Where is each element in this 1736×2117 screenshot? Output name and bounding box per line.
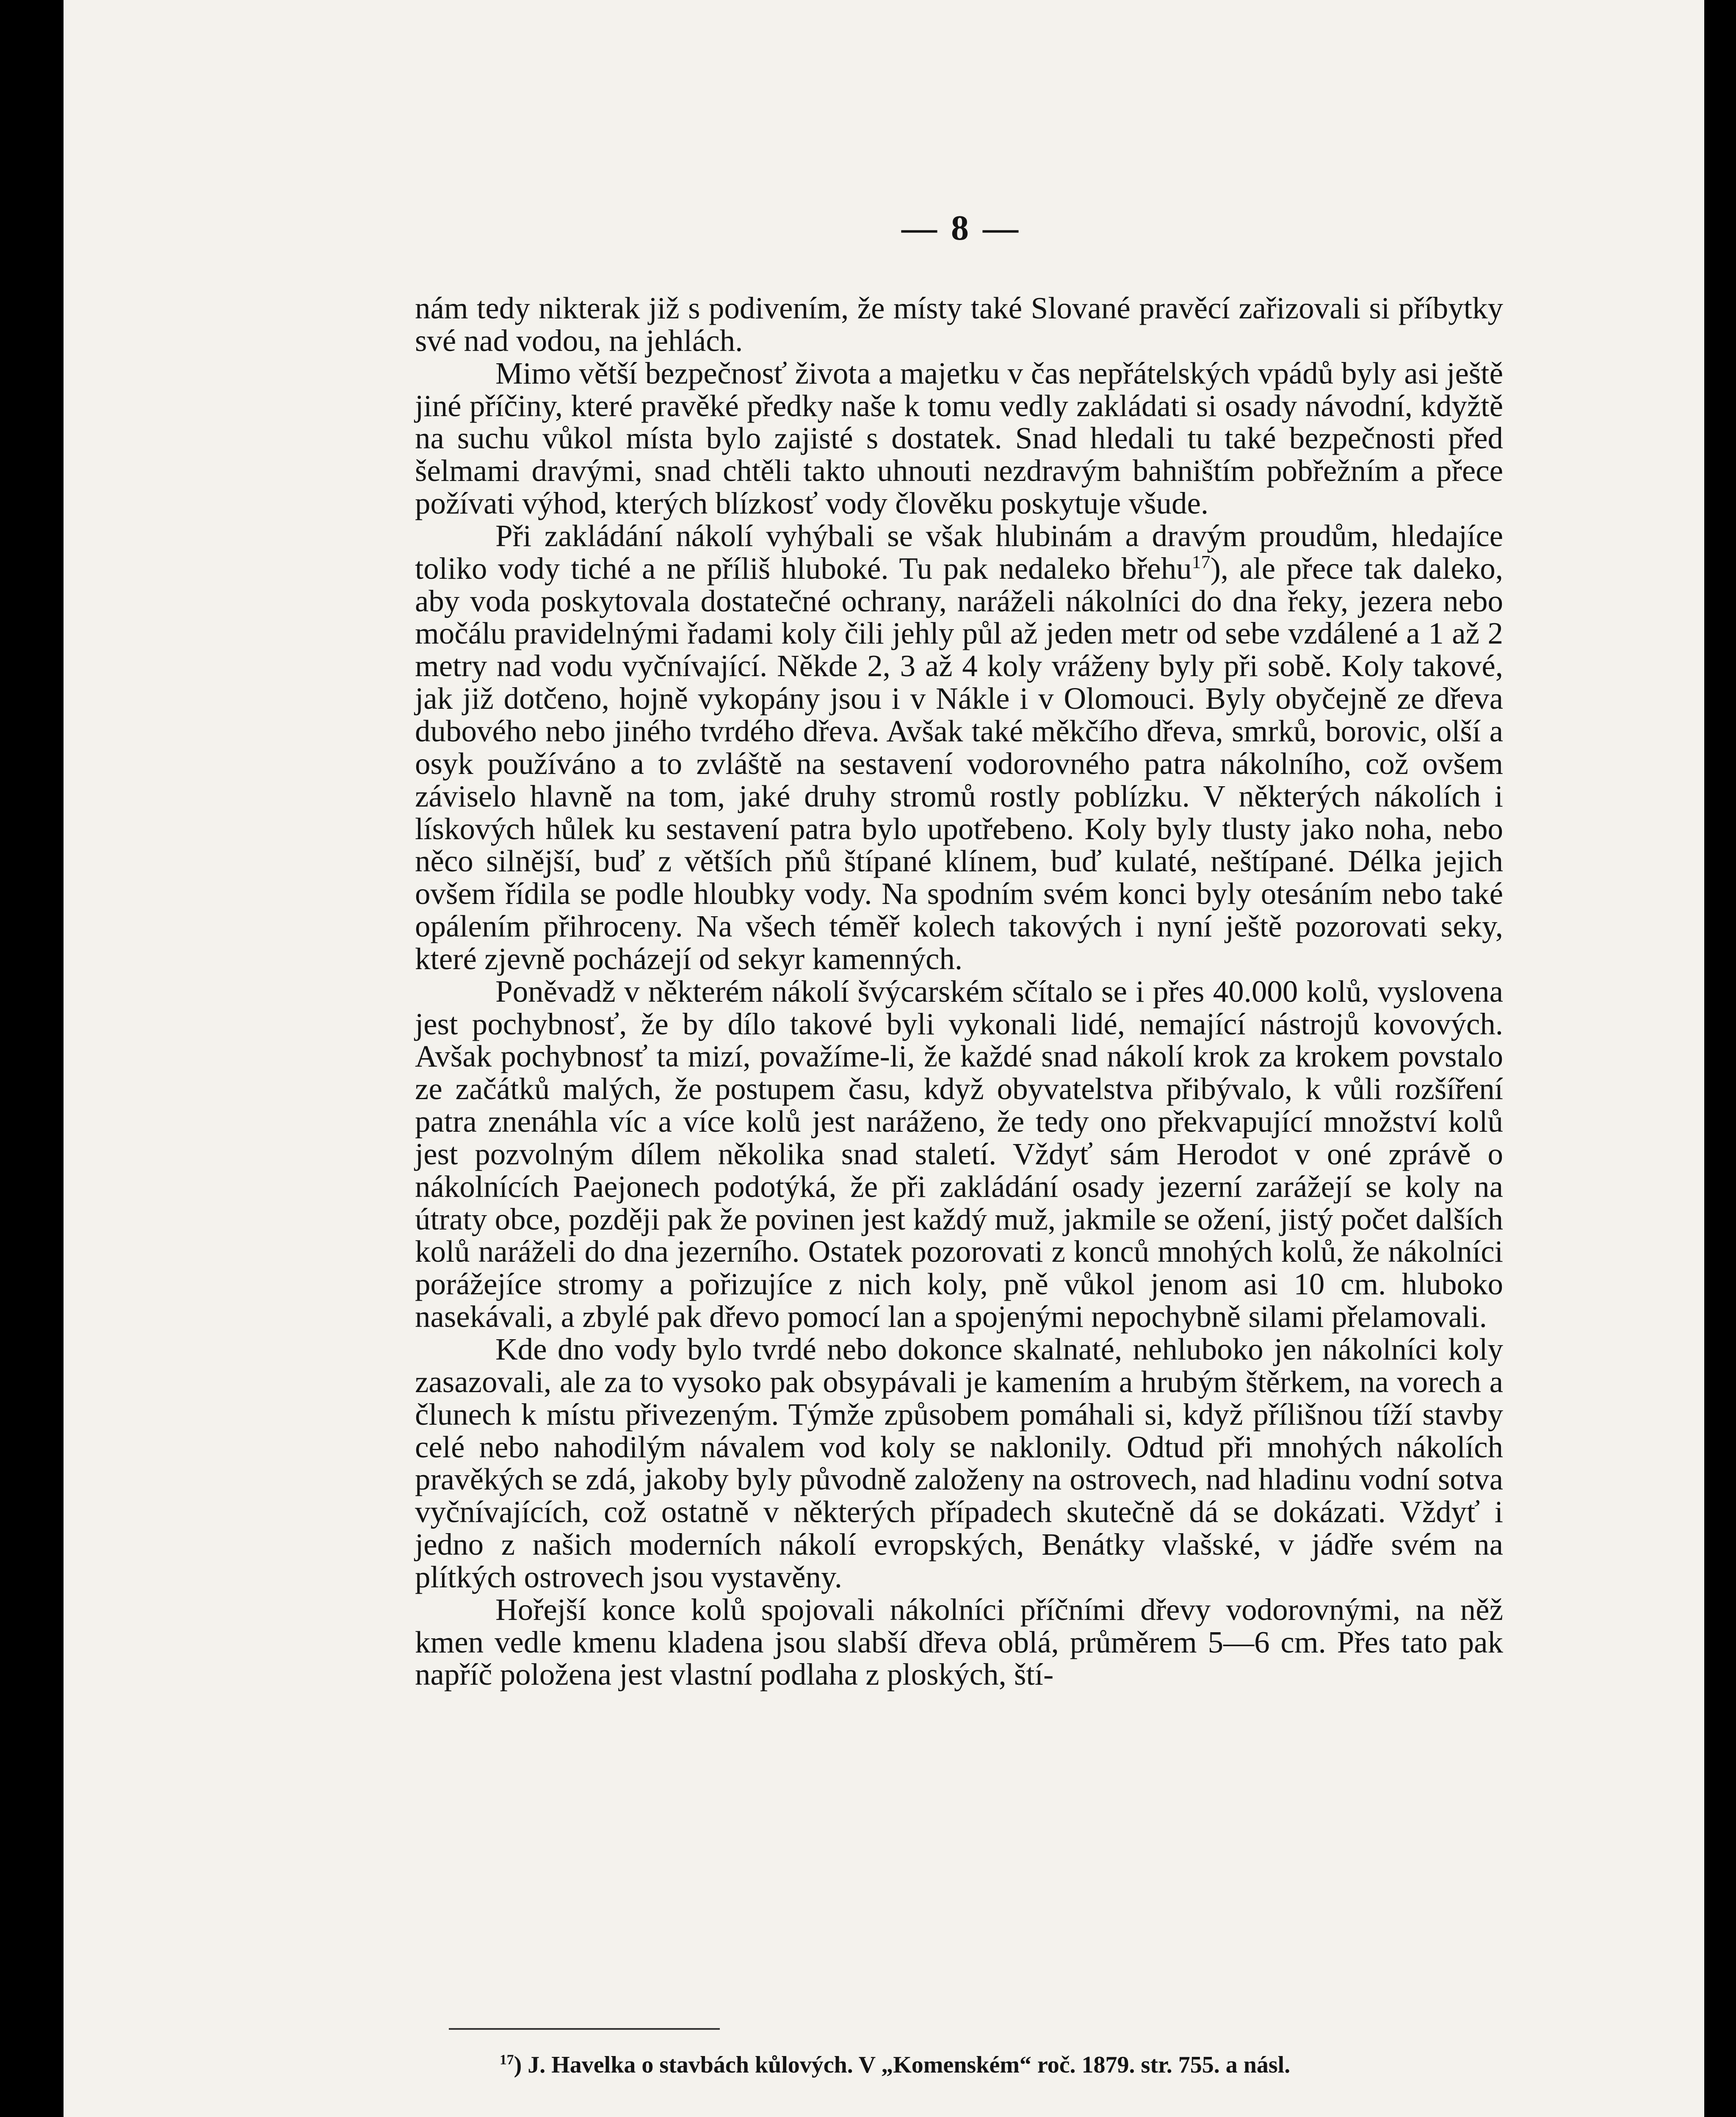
scan-edge-mark <box>0 1444 33 1462</box>
paragraph-5: Kde dno vody bylo tvrdé nebo dokonce skalnaté, nehluboko jen nákolníci koly zasazovali, ale za to vysoko pak obsypávali je kamením a hrubým štěrkem, na vorech a člunech k místu přivezeným. Týmže způsobem pomáhali si, když přílišnou tíží stavby celé nebo nahodilým návalem vod koly se naklonily. Odtud při mnohých nákolích pravěkých se zdá, jakoby byly původně založeny na ostrovech, nad hladinu vodní sotva vyčnívajících, což ostatně v některých případech skutečně dá se dokázati. Vždyť i jedno z našich moderních nákolí evropských, Benátky vlašské, v jádře svém na plítkých ostrovech jsou vystavěny. <box>415 1332 1503 1594</box>
paragraph-2: Mimo větší bezpečnosť života a majetku v čas nepřátelských vpádů byly asi ještě jiné příčiny, které pravěké předky naše k tomu vedly zakládati si osady návodní, kdyžtě na suchu vůkol místa bylo zajisté s dostatek. Snad hledali tu také bezpečnosti před šelmami dravými, snad chtěli takto uhnouti nezdravým bahništím pobřežním a přece požívati výhod, kterých blízkosť vody člověku poskytuje všude. <box>415 356 1503 521</box>
page-number: — 8 — <box>901 208 1021 248</box>
footnote-reference: 17 <box>1191 552 1211 572</box>
paragraph-3-rest: ), ale přece tak daleko, aby voda poskytovala dostatečné ochrany, naráželi nákolníci do dna řeky, jezera nebo močálu pravidelnými řadami koly čili jehly půl až jeden metr od sebe vzdálené a 1 až 2 metry nad vodu vyčnívající. Někde 2, 3 až 4 koly vráženy byly při sobě. Koly takové, jak již dotčeno, hojně vykopány jsou i v Nákle i v Olomouci. Byly obyčejně ze dřeva dubového nebo jiného tvrdého dřeva. Avšak také měkčího dřeva, smrků, borovic, olší a osyk používáno a to zvláště na sestavení vodorovného patra nákolního, což ovšem záviselo hlavně na tom, jaké druhy stromů rostly poblízku. V některých nákolích i lískových hůlek ku sestavení patra bylo upotřebeno. Koly byly tlusty jako noha, nebo něco silnější, buď z větších pňů štípané klínem, buď kulaté, neštípané. Délka jejich ovšem řídila se podle hloubky vody. Na spodním svém konci byly otesáním nebo také opálením přihroceny. Na všech téměř kolech takových i nyní ještě pozorovati seky, které zjevně pocházejí od sekyr kamenných. <box>415 551 1504 976</box>
footnote-marker: 17 <box>500 2052 514 2068</box>
paragraph-4: Poněvadž v některém nákolí švýcarském sčítalo se i přes 40.000 kolů, vyslovena jest pochybnosť, že by dílo takové byli vykonali lidé, nemající nástrojů kovových. Avšak pochybnosť ta mizí, považíme-li, že každé snad nákolí krok za krokem povstalo ze začátků malých, že postupem času, když obyvatelstva přibývalo, k vůli rozšíření patra znenáhla víc a více kolů jest naráženo, že tedy ono překvapující množství kolů jest pozvolným dílem několika snad staletí. Vždyť sám Herodot v oné zprávě o nákolnících Paejonech podotýká, že při zakládání osady jezerní zarážejí se koly na útraty obce, později pak že povinen jest každý muž, jakmile se ožení, jistý počet dalších kolů naráželi do dna jezerního. Ostatek pozorovati z konců mnohých kolů, že nákolníci porážejíce stromy a pořizujíce z nich koly, pně vůkol jenom asi 10 cm. hluboko nasekávali, a zbylé pak dřevo pomocí lan a spojenými nepochybně silami přelamovali. <box>415 974 1503 1334</box>
paragraph-1: nám tedy nikterak již s podivením, že místy také Slované pravěcí zařizovali si příbytky své nad vodou, na jehlách. <box>415 291 1503 358</box>
footnote-divider <box>449 2028 720 2030</box>
footnote-text: ) J. Havelka o stavbách kůlových. V „Komenském“ roč. 1879. str. 755. a násl. <box>514 2052 1291 2078</box>
footnote <box>500 2051 1516 2078</box>
paragraph-3-start: Při zakládání nákolí vyhýbali se však hlubinám a dravým proudům, hledajíce toliko vody tiché a ne příliš hluboké. Tu pak nedaleko břehu <box>415 518 1503 586</box>
body-text <box>415 292 1503 1691</box>
paragraph-3 <box>415 520 1503 976</box>
paragraph-6: Hořejší konce kolů spojovali nákolníci příčními dřevy vodorovnými, na něž kmen vedle kmenu kladena jsou slabší dřeva oblá, průměrem 5—6 cm. Přes tato pak napříč položena jest vlastní podlaha z ploských, ští- <box>415 1592 1503 1692</box>
